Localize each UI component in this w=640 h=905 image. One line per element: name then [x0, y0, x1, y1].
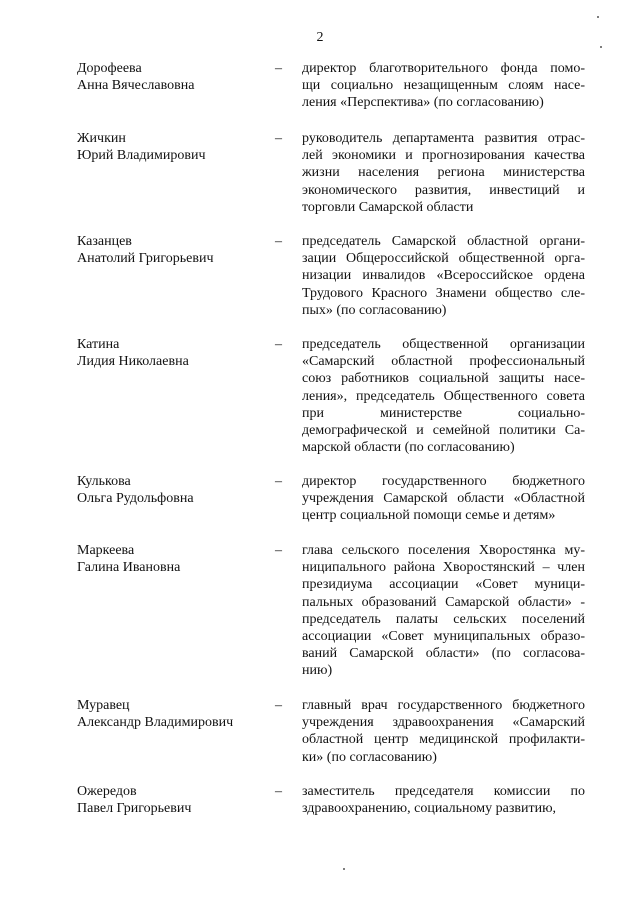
desc-line: ления «Перспектива» (по согласованию): [302, 95, 544, 111]
desc-line: здравоохранению, социальному развитию,: [302, 801, 557, 817]
desc-line: учреждения здравоохранения «Самарский: [302, 715, 585, 731]
surname: Маркеева: [77, 543, 135, 558]
given-names: Анатолий Григорьевич: [77, 251, 214, 267]
person-name: [77, 130, 277, 164]
given-names: Лидия Николаевна: [77, 354, 189, 370]
desc-line: щи социально незащищенным слоям насе-: [302, 78, 585, 94]
desc-line: глава сельского поселения Хворостянка му-: [302, 543, 585, 558]
desc-line: нию): [302, 663, 333, 679]
surname: Казанцев: [77, 234, 132, 249]
dash-separator: –: [275, 474, 282, 489]
desc-line: низации инвалидов «Всероссийское ордена: [302, 268, 585, 284]
desc-line: центр социальной помощи семье и детям»: [302, 508, 556, 524]
surname: Катина: [77, 337, 120, 352]
desc-line: пых» (по согласованию): [302, 302, 447, 318]
desc-line: учреждения Самарской области «Областной: [302, 491, 585, 507]
desc-line: Трудового Красного Знамени общество сле-: [302, 285, 585, 301]
desc-line: главный врач государственного бюджетного: [302, 698, 585, 713]
desc-line: ассоциации «Совет муниципальных образо-: [302, 629, 585, 645]
dash-separator: –: [275, 784, 282, 799]
desc-line: директор благотворительного фонда помо-: [302, 61, 585, 76]
person-name: [77, 542, 277, 576]
surname: Ожередов: [77, 784, 137, 799]
desc-line: при министерстве социально-: [302, 405, 585, 421]
desc-line: руководитель департамента развития отрас-: [302, 131, 585, 146]
dash-separator: –: [275, 61, 282, 76]
position-description: [302, 336, 585, 456]
surname: Муравец: [77, 698, 130, 713]
scan-speck: [597, 16, 599, 18]
position-description: [302, 473, 585, 525]
position-description: [302, 233, 585, 319]
surname: Дорофеева: [77, 61, 142, 76]
desc-line: экономического развития, инвестиций и: [302, 182, 585, 198]
desc-line: зации Общероссийской общественной орга-: [302, 251, 585, 267]
position-description: [302, 783, 585, 817]
person-name: [77, 60, 277, 94]
given-names: Александр Владимирович: [77, 715, 234, 731]
position-description: [302, 697, 585, 766]
desc-line: торговли Самарской области: [302, 199, 474, 215]
desc-line: ления», председатель Общественного совета: [302, 388, 585, 404]
dash-separator: –: [275, 337, 282, 352]
desc-line: областной центр медицинской профилакти-: [302, 732, 585, 748]
desc-line: председатель палаты сельских поселений: [302, 611, 585, 627]
position-description: [302, 130, 585, 216]
desc-line: ниципального района Хворостянский – член: [302, 560, 585, 576]
desc-line: директор государственного бюджетного: [302, 474, 585, 489]
desc-line: марской области (по согласованию): [302, 440, 515, 456]
given-names: Юрий Владимирович: [77, 148, 206, 164]
person-name: [77, 697, 277, 731]
desc-line: лей экономики и прогнозирования качества: [302, 148, 585, 164]
surname: Жичкин: [77, 131, 126, 146]
given-names: Ольга Рудольфовна: [77, 491, 194, 507]
desc-line: пальных образований Самарской области» -: [302, 594, 585, 610]
dash-separator: –: [275, 131, 282, 146]
desc-line: демографической и семейной политики Са-: [302, 423, 585, 439]
desc-line: президиума ассоциации «Совет муници-: [302, 577, 585, 593]
desc-line: ки» (по согласованию): [302, 749, 437, 765]
dash-separator: –: [275, 543, 282, 558]
given-names: Павел Григорьевич: [77, 801, 192, 817]
dash-separator: –: [275, 234, 282, 249]
person-name: [77, 336, 277, 370]
person-name: [77, 473, 277, 507]
page-number: 2: [316, 30, 324, 45]
desc-line: союз работников социальной защиты насе-: [302, 371, 585, 387]
person-name: [77, 783, 277, 817]
desc-line: председатель общественной организации: [302, 337, 585, 352]
dash-separator: –: [275, 698, 282, 713]
desc-line: ваний Самарской области» (по согласова-: [302, 646, 585, 662]
given-names: Галина Ивановна: [77, 560, 181, 576]
scan-speck: [343, 868, 345, 870]
given-names: Анна Вячеславовна: [77, 78, 195, 94]
scan-speck: [600, 46, 602, 48]
person-name: [77, 233, 277, 267]
surname: Кулькова: [77, 474, 131, 489]
position-description: [302, 542, 585, 680]
desc-line: председатель Самарской областной органи-: [302, 234, 585, 249]
desc-line: «Самарский областной профессиональный: [302, 354, 585, 370]
desc-line: жизни населения региона министерства: [302, 165, 585, 181]
position-description: [302, 60, 585, 112]
desc-line: заместитель председателя комиссии по: [302, 784, 585, 799]
